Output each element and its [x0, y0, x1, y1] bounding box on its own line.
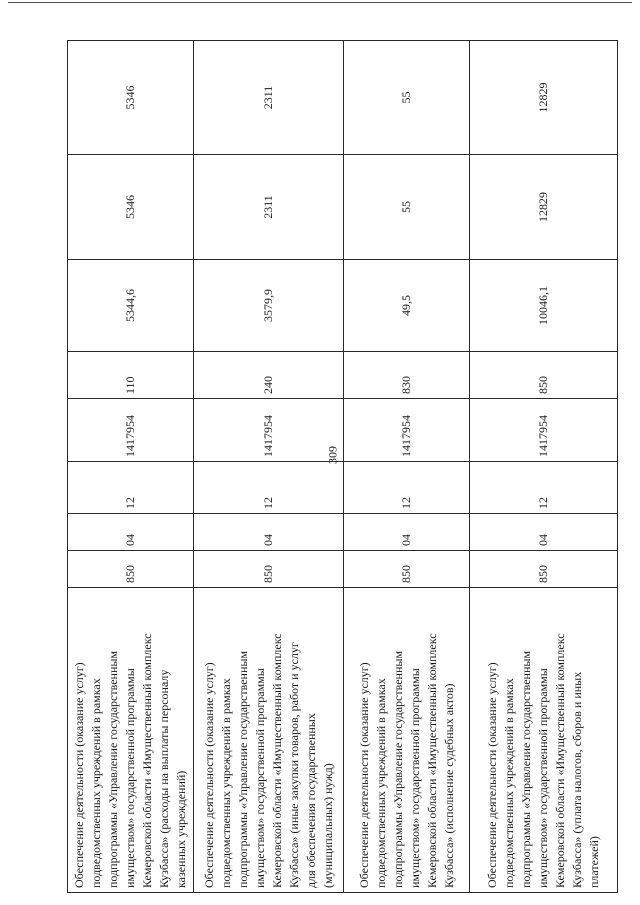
section-code-cell: 04: [470, 514, 618, 551]
target-code-cell: 1417954: [68, 399, 194, 462]
table-row: [470, 41, 618, 893]
value-cell-3: 55: [344, 41, 470, 155]
subsection-code-cell: 12: [470, 462, 618, 514]
page-number: 309: [325, 446, 340, 464]
value-cell-3: 5346: [68, 41, 194, 155]
table-row: [194, 41, 344, 893]
value-cell-1: 49,5: [344, 260, 470, 352]
description-cell: Обеспечение деятельности (оказание услуг) подведомственных учреждений в рамках подпрограммы «Управление государственным имуществом» государственной программы Кемеровской области «Имущественный комплекс Кузбасса» (иные закупки товаров, работ и услуг для обеспечения государственных (муниципальных) нужд): [194, 588, 344, 893]
expense-type-cell: 850: [470, 352, 618, 399]
value-cell-2: 5346: [68, 155, 194, 260]
ministry-code-cell: 850: [194, 551, 344, 588]
target-code-cell: 1417954: [470, 399, 618, 462]
value-cell-1: 5344,6: [68, 260, 194, 352]
table-row: [344, 41, 470, 893]
target-code-cell: 1417954: [344, 399, 470, 462]
value-cell-1: 10046,1: [470, 260, 618, 352]
subsection-code-cell: 12: [194, 462, 344, 514]
description-cell: Обеспечение деятельности (оказание услуг) подведомственных учреждений в рамках подпрограммы «Управление государственным имуществом» государственной программы Кемеровской области «Имущественный комплекс Кузбасса» (уплата налогов, сборов и иных платежей): [470, 588, 618, 893]
budget-table-container: [67, 41, 617, 893]
table-row: [68, 41, 194, 893]
description-cell: Обеспечение деятельности (оказание услуг) подведомственных учреждений в рамках подпрограммы «Управление государственным имуществом» государственной программы Кемеровской области «Имущественный комплекс Кузбасса» (исполнение судебных актов): [344, 588, 470, 893]
expense-type-cell: 830: [344, 352, 470, 399]
section-code-cell: 04: [68, 514, 194, 551]
ministry-code-cell: 850: [344, 551, 470, 588]
description-cell: Обеспечение деятельности (оказание услуг) подведомственных учреждений в рамках подпрограммы «Управление государственным имуществом» государственной программы Кемеровской области «Имущественный комплекс Кузбасса» (расходы на выплаты персоналу казенных учреждений): [68, 588, 194, 893]
section-code-cell: 04: [344, 514, 470, 551]
value-cell-3: 12829: [470, 41, 618, 155]
expense-type-cell: 240: [194, 352, 344, 399]
value-cell-3: 2311: [194, 41, 344, 155]
target-code-cell: 1417954: [194, 399, 344, 462]
value-cell-2: 55: [344, 155, 470, 260]
top-rule: [8, 2, 632, 3]
value-cell-2: 12829: [470, 155, 618, 260]
budget-table-rotated: [67, 40, 618, 893]
expense-type-cell: 110: [68, 352, 194, 399]
ministry-code-cell: 850: [470, 551, 618, 588]
subsection-code-cell: 12: [68, 462, 194, 514]
section-code-cell: 04: [194, 514, 344, 551]
value-cell-2: 2311: [194, 155, 344, 260]
ministry-code-cell: 850: [68, 551, 194, 588]
value-cell-1: 3579,9: [194, 260, 344, 352]
subsection-code-cell: 12: [344, 462, 470, 514]
